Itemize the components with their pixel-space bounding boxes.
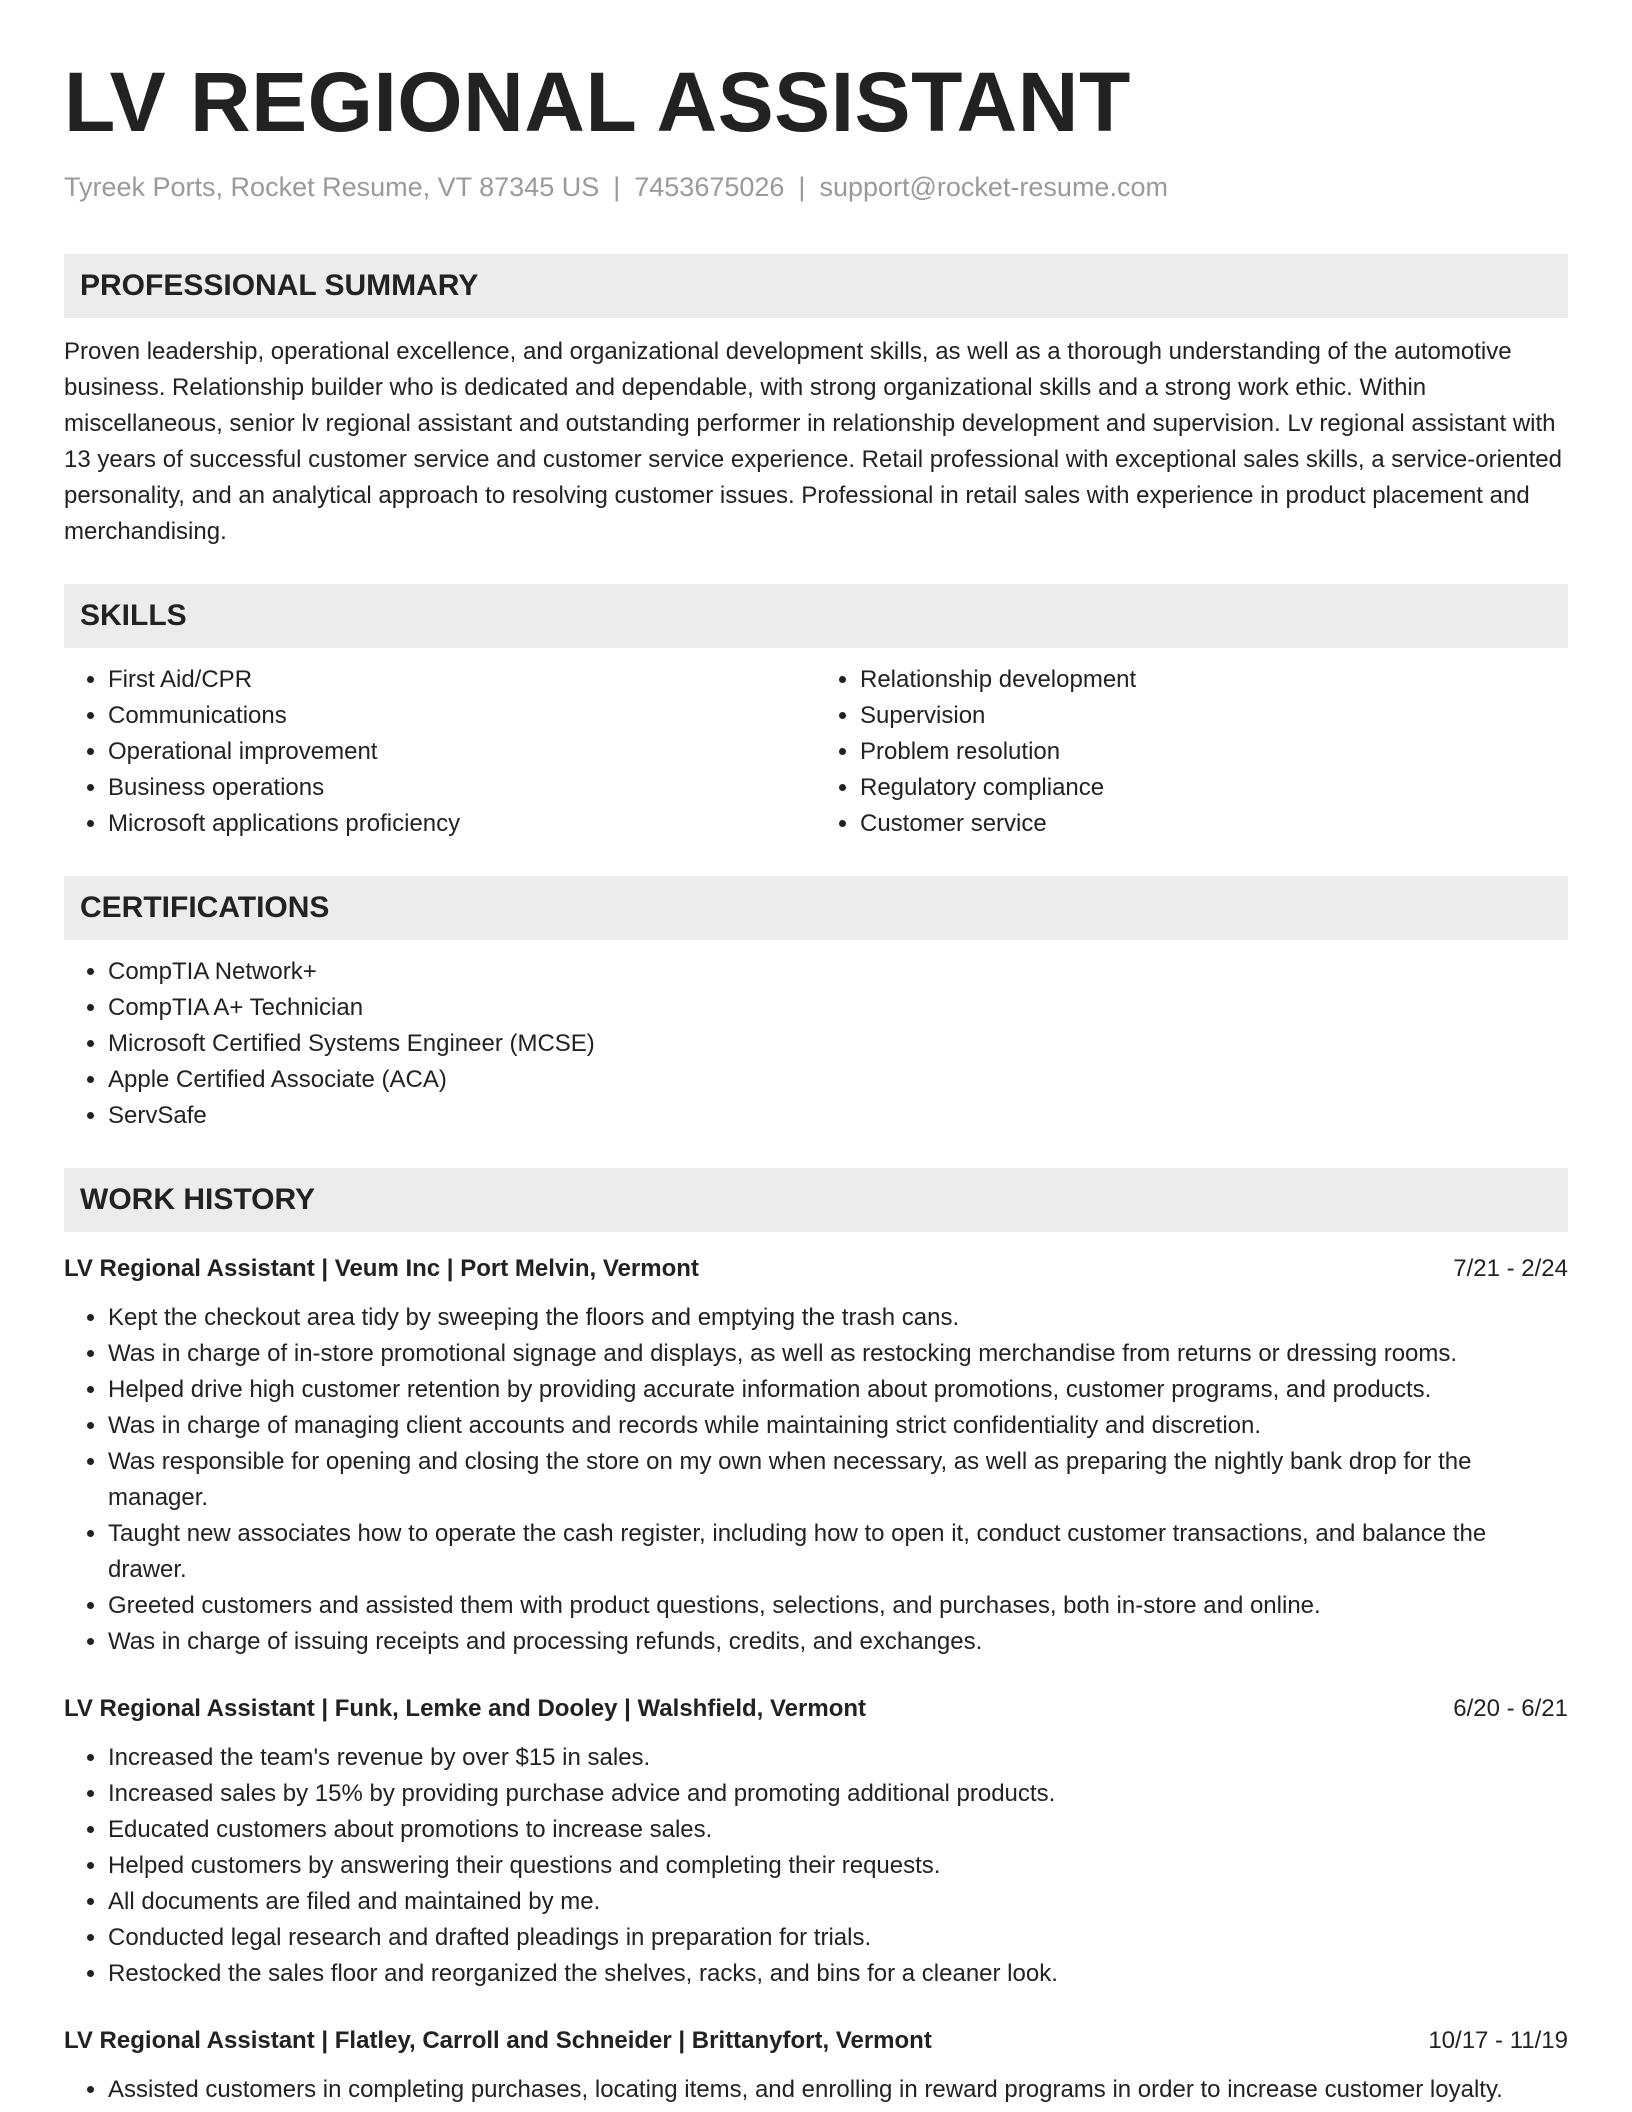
job-dates: 10/17 - 11/19	[1428, 2027, 1568, 2054]
job-bullet: • Increased sales by 15% by providing purchase advice and promoting additional products.	[108, 1776, 1568, 1812]
contact-line	[64, 170, 1568, 204]
section-header-work-history: WORK HISTORY	[64, 1168, 1568, 1232]
job-bullets	[64, 1740, 1568, 1992]
skill-item: • Operational improvement	[108, 734, 816, 770]
skills-column-left	[64, 662, 816, 842]
job-bullet: • Restocked the sales floor and reorganized the shelves, racks, and bins for a cleaner look.	[108, 1956, 1568, 1992]
certification-item: • CompTIA A+ Technician	[108, 990, 1568, 1026]
skill-item: • Relationship development	[860, 662, 1568, 698]
certification-item: • Apple Certified Associate (ACA)	[108, 1062, 1568, 1098]
job-bullet: • Was in charge of in-store promotional signage and displays, as well as restocking merchandise from returns or dressing rooms.	[108, 1336, 1568, 1372]
skill-item: • Problem resolution	[860, 734, 1568, 770]
job-header	[64, 1252, 1568, 1286]
job-bullet: • Greeted customers and assisted them with product questions, selections, and purchases, both in-store and online.	[108, 1588, 1568, 1624]
job-bullet: • Taught new associates how to operate the cash register, including how to open it, conduct customer transactions, and balance the drawer.	[108, 1516, 1568, 1588]
summary-text: Proven leadership, operational excellence, and organizational development skills, as well as a thorough understanding of the automotive business. Relationship builder who is dedicated and dependable, with strong organizational skills and a strong work ethic. Within miscellaneous, senior lv regional assistant and outstanding performer in relationship development and supervision. Lv regional assistant with 13 years of successful customer service and customer service experience. Retail professional with exceptional sales skills, a service-oriented personality, and an analytical approach to resolving customer issues. Professional in retail sales with experience in product placement and merchandising.	[64, 338, 1562, 545]
contact-address: Tyreek Ports, Rocket Resume, VT 87345 US	[64, 172, 600, 202]
job-dates: 7/21 - 2/24	[1453, 1255, 1568, 1282]
job-title: LV Regional Assistant | Flatley, Carroll and Schneider | Brittanyfort, Vermont	[64, 2027, 932, 2054]
job-bullets	[64, 1300, 1568, 1660]
job-entry	[64, 1252, 1568, 1660]
job-header	[64, 2024, 1568, 2058]
contact-phone: 7453675026	[634, 172, 785, 202]
skill-item: • Customer service	[860, 806, 1568, 842]
job-title: LV Regional Assistant | Veum Inc | Port Melvin, Vermont	[64, 1255, 699, 1282]
skill-item: • First Aid/CPR	[108, 662, 816, 698]
skill-item: • Business operations	[108, 770, 816, 806]
section-header-summary: PROFESSIONAL SUMMARY	[64, 254, 1568, 318]
job-bullet: • All documents are filed and maintained by me.	[108, 1884, 1568, 1920]
job-bullet: • Assisted customers in completing purchases, locating items, and enrolling in reward programs in order to increase customer loyalty.	[108, 2072, 1568, 2108]
skill-item: • Microsoft applications proficiency	[108, 806, 816, 842]
job-bullet: • Conducted legal research and drafted pleadings in preparation for trials.	[108, 1920, 1568, 1956]
job-bullet: • Was responsible for opening and closing the store on my own when necessary, as well as preparing the nightly bank drop for the manager.	[108, 1444, 1568, 1516]
contact-separator: |	[613, 172, 621, 202]
job-dates: 6/20 - 6/21	[1453, 1695, 1568, 1722]
job-bullet: • Helped customers by answering their questions and completing their requests.	[108, 1848, 1568, 1884]
job-bullets	[64, 2072, 1568, 2108]
skill-item: • Communications	[108, 698, 816, 734]
certifications-list	[64, 954, 1568, 1134]
skill-item: • Supervision	[860, 698, 1568, 734]
job-title: LV Regional Assistant | Funk, Lemke and Dooley | Walshfield, Vermont	[64, 1695, 867, 1722]
job-header	[64, 1692, 1568, 1726]
certification-item: • CompTIA Network+	[108, 954, 1568, 990]
skills-column-right	[816, 662, 1568, 842]
section-header-skills: SKILLS	[64, 584, 1568, 648]
job-bullet: • Kept the checkout area tidy by sweeping the floors and emptying the trash cans.	[108, 1300, 1568, 1336]
job-bullet: • Educated customers about promotions to increase sales.	[108, 1812, 1568, 1848]
job-entry	[64, 1692, 1568, 1992]
section-header-certifications: CERTIFICATIONS	[64, 876, 1568, 940]
job-bullet: • Helped drive high customer retention by providing accurate information about promotions, customer programs, and products.	[108, 1372, 1568, 1408]
resume-title: LV REGIONAL ASSISTANT	[64, 55, 1131, 149]
job-bullet: • Increased the team's revenue by over $15 in sales.	[108, 1740, 1568, 1776]
job-bullet: • Was in charge of issuing receipts and processing refunds, credits, and exchanges.	[108, 1624, 1568, 1660]
contact-email: support@rocket-resume.com	[819, 172, 1168, 202]
skill-item: • Regulatory compliance	[860, 770, 1568, 806]
job-entry	[64, 2024, 1568, 2108]
job-bullet: • Was in charge of managing client accounts and records while maintaining strict confidentiality and discretion.	[108, 1408, 1568, 1444]
skills-list	[64, 648, 1568, 842]
certification-item: • Microsoft Certified Systems Engineer (MCSE)	[108, 1026, 1568, 1062]
certification-item: • ServSafe	[108, 1098, 1568, 1134]
contact-separator: |	[798, 172, 806, 202]
